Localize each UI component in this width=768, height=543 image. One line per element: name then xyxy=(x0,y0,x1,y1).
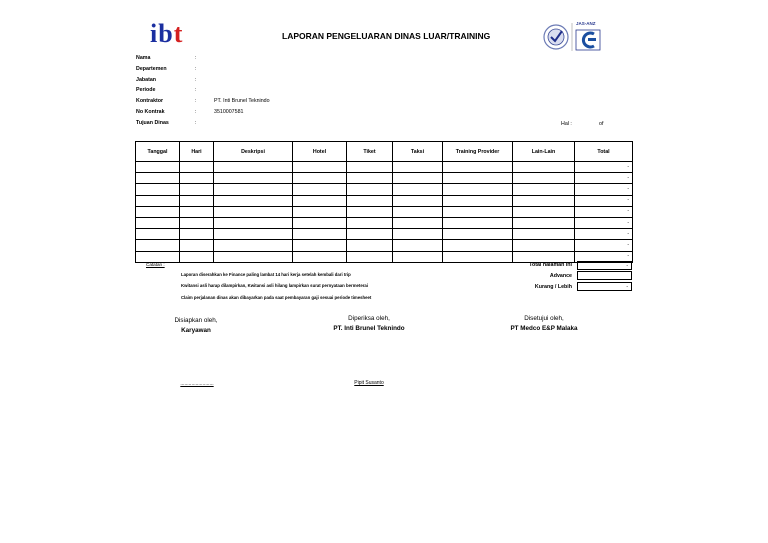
cell[interactable] xyxy=(214,251,293,262)
cell[interactable] xyxy=(293,229,347,240)
table-row xyxy=(136,240,633,251)
note-line: Laporan diserahkan ke Finance paling lambat 14 hari kerja setelah kembali dari trip xyxy=(181,272,351,277)
cell[interactable] xyxy=(513,251,575,262)
cell[interactable] xyxy=(293,195,347,206)
cell[interactable] xyxy=(180,195,214,206)
note-line: Kwitansi asli harap dilampirkan, Kwitansi asli hilang lampirkan surat pernyataan bermeterai xyxy=(181,283,368,288)
table-row xyxy=(136,206,633,217)
signature-checked xyxy=(269,315,469,332)
cell[interactable] xyxy=(347,184,393,195)
info-label: No Kontrak xyxy=(136,109,165,115)
cell[interactable] xyxy=(180,184,214,195)
cell[interactable] xyxy=(513,206,575,217)
table-row xyxy=(136,251,633,262)
table-row xyxy=(136,162,633,173)
column-header-taksi: Taksi xyxy=(393,142,443,162)
table-row xyxy=(136,184,633,195)
cell[interactable] xyxy=(443,184,513,195)
cell[interactable] xyxy=(393,240,443,251)
cell[interactable] xyxy=(214,229,293,240)
table-row xyxy=(136,217,633,228)
cell[interactable] xyxy=(393,184,443,195)
cell[interactable] xyxy=(136,162,180,173)
logo-text-t: t xyxy=(173,19,184,48)
cell[interactable] xyxy=(214,184,293,195)
cell[interactable] xyxy=(513,217,575,228)
notes-heading: Catatan : xyxy=(146,262,165,267)
cell[interactable] xyxy=(347,229,393,240)
cell[interactable] xyxy=(136,229,180,240)
column-header-tiket: Tiket xyxy=(347,142,393,162)
info-colon: : xyxy=(195,98,197,104)
cell[interactable] xyxy=(443,251,513,262)
page-of-label: of xyxy=(599,121,604,127)
table-row xyxy=(136,173,633,184)
cell[interactable] xyxy=(214,240,293,251)
table-row xyxy=(136,229,633,240)
checked-label: Diperiksa oleh, xyxy=(348,315,390,322)
row-total: - xyxy=(575,184,633,195)
cell[interactable] xyxy=(347,240,393,251)
cell[interactable] xyxy=(180,229,214,240)
column-header-total: Total xyxy=(575,142,633,162)
cell[interactable] xyxy=(347,195,393,206)
cell[interactable] xyxy=(513,184,575,195)
cell[interactable] xyxy=(513,173,575,184)
cell[interactable] xyxy=(136,195,180,206)
cell[interactable] xyxy=(347,173,393,184)
note-line: Claim perjalanan dinas akan dibayarkan pada saat pembayaran gaji sesuai periode timesheet xyxy=(181,295,372,300)
column-header-tanggal: Tanggal xyxy=(136,142,180,162)
cell[interactable] xyxy=(347,162,393,173)
cell[interactable] xyxy=(136,173,180,184)
checked-by: PT. Inti Brunel Teknindo xyxy=(333,325,405,332)
row-total: - xyxy=(575,251,633,262)
info-colon: : xyxy=(195,77,197,83)
kurang-lebih-value: - xyxy=(577,282,632,291)
cell[interactable] xyxy=(393,229,443,240)
advance-label: Advance xyxy=(549,273,572,279)
cell[interactable] xyxy=(293,184,347,195)
cell[interactable] xyxy=(214,162,293,173)
checker-name: Pipit Susanto xyxy=(354,380,384,386)
cell[interactable] xyxy=(180,173,214,184)
info-value: PT. Inti Brunel Teknindo xyxy=(214,98,270,104)
row-total: - xyxy=(575,162,633,173)
approved-label: Disetujui oleh, xyxy=(524,315,564,322)
kurang-lebih-label: Kurang / Lebih xyxy=(534,284,572,290)
prepared-by: Karyawan xyxy=(181,327,211,334)
page-number-label: Hal : xyxy=(561,121,572,127)
cert-label: JAS-ANZ xyxy=(576,21,596,26)
report-title: LAPORAN PENGELUARAN DINAS LUAR/TRAINING xyxy=(282,31,491,41)
info-value: 3510007581 xyxy=(214,109,244,115)
cell[interactable] xyxy=(443,206,513,217)
cell[interactable] xyxy=(393,206,443,217)
column-header-training-provider: Training Provider xyxy=(443,142,513,162)
info-label: Kontraktor xyxy=(136,98,164,104)
cell[interactable] xyxy=(347,206,393,217)
info-label: Tujuan Dinas xyxy=(136,120,169,126)
prepared-signature-line: ........................ xyxy=(180,381,214,387)
cell[interactable] xyxy=(393,173,443,184)
cell[interactable] xyxy=(393,217,443,228)
info-label: Departemen xyxy=(136,66,167,72)
cell[interactable] xyxy=(347,217,393,228)
cell[interactable] xyxy=(443,240,513,251)
info-colon: : xyxy=(195,120,197,126)
cell[interactable] xyxy=(293,173,347,184)
cell[interactable] xyxy=(136,251,180,262)
info-colon: : xyxy=(195,109,197,115)
company-logo xyxy=(150,20,183,48)
column-header-hotel: Hotel xyxy=(293,142,347,162)
info-label: Periode xyxy=(136,87,156,93)
certification-logo xyxy=(542,20,606,54)
logo-text-ib: ib xyxy=(150,19,174,48)
cell[interactable] xyxy=(180,206,214,217)
cell[interactable] xyxy=(180,162,214,173)
cell[interactable] xyxy=(443,195,513,206)
row-total: - xyxy=(575,217,633,228)
row-total: - xyxy=(575,229,633,240)
advance-value[interactable] xyxy=(577,271,632,280)
row-total: - xyxy=(575,240,633,251)
column-header-deskripsi: Deskripsi xyxy=(214,142,293,162)
cell[interactable] xyxy=(293,206,347,217)
cell[interactable] xyxy=(513,162,575,173)
cell[interactable] xyxy=(443,217,513,228)
cell[interactable] xyxy=(136,184,180,195)
cell[interactable] xyxy=(136,206,180,217)
row-total: - xyxy=(575,206,633,217)
expense-table xyxy=(135,141,633,263)
cell[interactable] xyxy=(214,206,293,217)
cell[interactable] xyxy=(393,195,443,206)
info-label: Jabatan xyxy=(136,77,157,83)
column-header-lain-lain: Lain-Lain xyxy=(513,142,575,162)
cell[interactable] xyxy=(393,251,443,262)
cell[interactable] xyxy=(393,162,443,173)
table-header-row xyxy=(136,142,633,162)
column-header-hari: Hari xyxy=(180,142,214,162)
cell[interactable] xyxy=(293,251,347,262)
cell[interactable] xyxy=(293,240,347,251)
row-total: - xyxy=(575,173,633,184)
total-halaman-label: Total halaman ini xyxy=(529,262,572,268)
info-label: Nama xyxy=(136,55,151,61)
table-row xyxy=(136,195,633,206)
prepared-label: Disiapkan oleh, xyxy=(174,317,218,324)
certification-seal-icon xyxy=(542,20,606,54)
row-total: - xyxy=(575,195,633,206)
signature-prepared xyxy=(96,317,296,334)
cell[interactable] xyxy=(180,240,214,251)
cell[interactable] xyxy=(136,217,180,228)
total-halaman-value: - xyxy=(577,261,632,270)
approved-by: PT Medco E&P Malaka xyxy=(510,325,578,332)
cell[interactable] xyxy=(443,162,513,173)
cell[interactable] xyxy=(180,251,214,262)
cell[interactable] xyxy=(214,217,293,228)
cell[interactable] xyxy=(293,217,347,228)
cell[interactable] xyxy=(293,162,347,173)
cell[interactable] xyxy=(443,173,513,184)
cell[interactable] xyxy=(513,240,575,251)
cell[interactable] xyxy=(214,195,293,206)
info-colon: : xyxy=(195,87,197,93)
signature-approved xyxy=(444,315,644,332)
cell[interactable] xyxy=(214,173,293,184)
info-colon: : xyxy=(195,55,197,61)
cell[interactable] xyxy=(180,217,214,228)
info-colon: : xyxy=(195,66,197,72)
cell[interactable] xyxy=(136,240,180,251)
cell[interactable] xyxy=(513,195,575,206)
cell[interactable] xyxy=(443,229,513,240)
cell[interactable] xyxy=(347,251,393,262)
cell[interactable] xyxy=(513,229,575,240)
